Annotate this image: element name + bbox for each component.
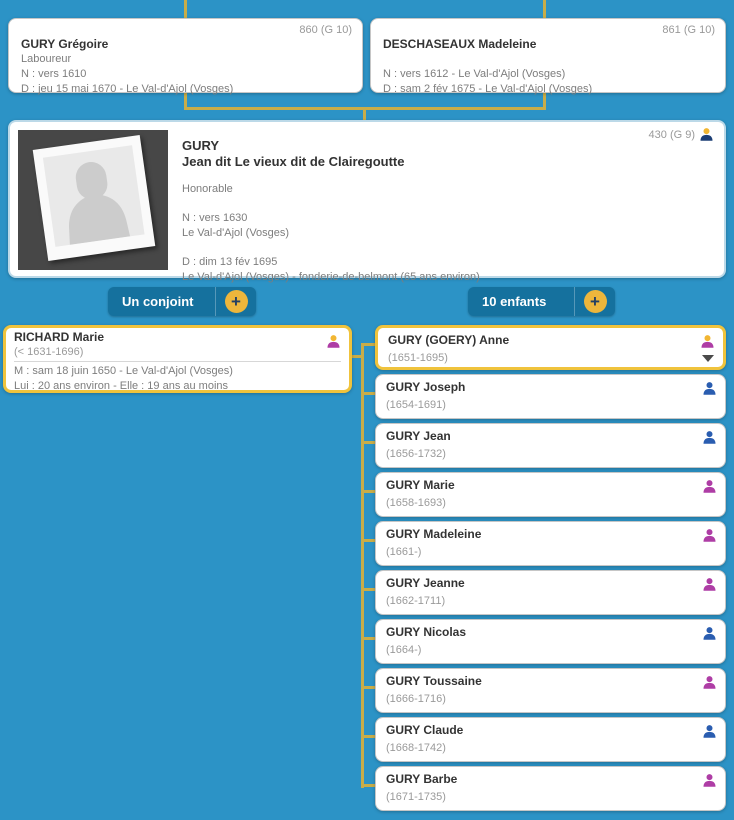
- sosa-female-person-icon: [326, 334, 341, 349]
- main-given-name: Jean dit Le vieux dit de Clairegoutte: [182, 154, 405, 169]
- person-dates: (1654-1691): [386, 399, 446, 411]
- main-person-card[interactable]: [8, 120, 726, 283]
- main-birth-place: Le Val-d'Ajol (Vosges): [182, 227, 290, 239]
- gender-icon: [702, 528, 717, 543]
- connector-child-stub: [361, 637, 375, 640]
- gender-icon: [702, 381, 717, 396]
- main-surname: GURY: [182, 138, 220, 153]
- person-occupation: Laboureur: [21, 53, 72, 65]
- person-dates: (1661-): [386, 546, 422, 558]
- connector-child-stub: [361, 490, 375, 493]
- person-dates: (1664-): [386, 644, 422, 656]
- photo-placeholder[interactable]: [18, 130, 168, 270]
- spouse-card[interactable]: [3, 325, 352, 393]
- children-section-button[interactable]: [468, 287, 615, 316]
- person-occupation: [383, 52, 715, 67]
- person-dates: (1651-1695): [388, 352, 448, 364]
- child-card[interactable]: [375, 717, 726, 762]
- person-name: GURY Barbe: [386, 772, 458, 786]
- silhouette-icon: [43, 145, 145, 247]
- polaroid-frame: [33, 135, 156, 261]
- main-death-place: Le Val-d'Ajol (Vosges) - fonderie-de-belmont (65 ans environ): [182, 271, 480, 283]
- gender-icon: [702, 479, 717, 494]
- connector-child-stub: [361, 735, 375, 738]
- gender-icon: [702, 724, 717, 739]
- connector-spouse-stub: [352, 355, 361, 358]
- child-card[interactable]: [375, 325, 726, 370]
- person-name: GURY Claude: [386, 723, 464, 737]
- child-card[interactable]: [375, 472, 726, 517]
- connector-child-stub: [361, 343, 375, 346]
- connector-child-stub: [361, 784, 375, 787]
- person-name: GURY Madeleine: [386, 527, 482, 541]
- connector-child-stub: [361, 539, 375, 542]
- person-death: D : sam 2 fév 1675 - Le Val-d'Ajol (Vosges): [383, 83, 593, 95]
- card-divider: [14, 361, 341, 362]
- child-card[interactable]: [375, 668, 726, 713]
- child-card[interactable]: [375, 374, 726, 419]
- add-child-button[interactable]: [575, 290, 615, 313]
- person-id: 861 (G 10): [662, 23, 715, 36]
- person-dates: (1656-1732): [386, 448, 446, 460]
- person-dates: (1658-1693): [386, 497, 446, 509]
- connector-child-stub: [361, 392, 375, 395]
- spouse-section-button[interactable]: [108, 287, 256, 316]
- mother-card[interactable]: [370, 18, 726, 93]
- person-name: GURY Nicolas: [386, 625, 467, 639]
- gender-icon: [702, 773, 717, 788]
- person-dates: (1668-1742): [386, 742, 446, 754]
- person-death: D : jeu 15 mai 1670 - Le Val-d'Ajol (Vosges): [21, 83, 234, 95]
- connector-child-stub: [361, 686, 375, 689]
- connector-ancestor-left: [184, 0, 187, 18]
- person-name: GURY Joseph: [386, 380, 466, 394]
- connector-child-stub: [361, 588, 375, 591]
- connector-ancestor-right: [543, 0, 546, 18]
- chevron-down-icon[interactable]: [702, 355, 714, 362]
- gender-icon: [700, 334, 715, 349]
- person-name: GURY Toussaine: [386, 674, 482, 688]
- person-name: GURY Jeanne: [386, 576, 465, 590]
- child-card[interactable]: [375, 423, 726, 468]
- person-birth: N : vers 1610: [21, 68, 87, 80]
- person-dates: (1662-1711): [386, 595, 446, 607]
- sosa-male-person-icon: [699, 127, 714, 142]
- connector-child-stub: [361, 441, 375, 444]
- connector-children-vertical: [361, 344, 364, 788]
- child-card[interactable]: [375, 521, 726, 566]
- plus-icon: +: [225, 290, 248, 313]
- main-title: Honorable: [182, 183, 233, 195]
- person-name: GURY Marie: [386, 478, 455, 492]
- child-card[interactable]: [375, 619, 726, 664]
- person-birth: N : vers 1612 - Le Val-d'Ajol (Vosges): [383, 68, 566, 80]
- gender-icon: [702, 675, 717, 690]
- children-section-label: 10 enfants: [482, 294, 547, 309]
- main-death-date: D : dim 13 fév 1695: [182, 256, 278, 268]
- plus-icon: +: [584, 290, 607, 313]
- marriage-info: M : sam 18 juin 1650 - Le Val-d'Ajol (Vosges): [14, 365, 233, 377]
- marriage-ages: Lui : 20 ans environ - Elle : 19 ans au moins: [14, 380, 229, 392]
- gender-icon: [702, 626, 717, 641]
- person-name: GURY Grégoire: [21, 37, 109, 51]
- add-spouse-button[interactable]: [216, 290, 256, 313]
- gender-icon: [702, 430, 717, 445]
- person-dates: (1666-1716): [386, 693, 446, 705]
- gender-icon: [702, 577, 717, 592]
- spouse-section-label: Un conjoint: [122, 294, 194, 309]
- child-card[interactable]: [375, 570, 726, 615]
- father-card[interactable]: [8, 18, 363, 93]
- person-dates: (1671-1735): [386, 791, 446, 803]
- spouse-name: RICHARD Marie: [14, 330, 105, 344]
- person-name: GURY Jean: [386, 429, 451, 443]
- person-name: GURY (GOERY) Anne: [388, 333, 510, 347]
- person-id: 860 (G 10): [299, 23, 352, 36]
- main-birth-date: N : vers 1630: [182, 212, 248, 224]
- child-card[interactable]: [375, 766, 726, 811]
- person-id: 430 (G 9): [648, 128, 695, 141]
- spouse-dates: (< 1631-1696): [14, 346, 84, 358]
- person-name: DESCHASEAUX Madeleine: [383, 37, 537, 51]
